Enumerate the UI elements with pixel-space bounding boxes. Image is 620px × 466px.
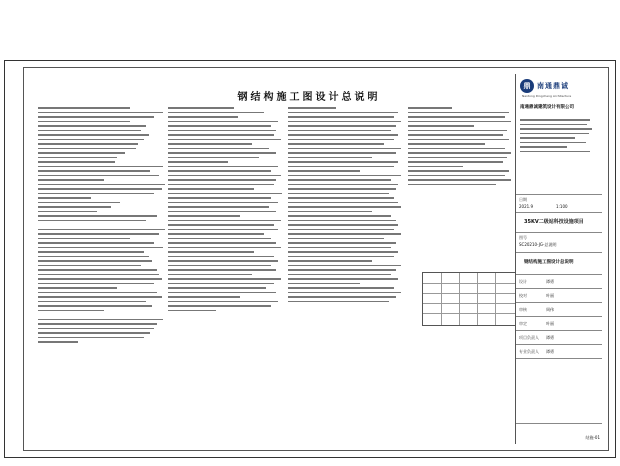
row-value: 谭勇 [546,279,554,284]
notes-column-3 [288,106,408,304]
row-value: 叶丽 [546,321,554,326]
drawing-title: 钢结构施工图设计总说明 [237,92,381,103]
row-label: 项目负责人 [519,335,539,340]
notes-column-4 [408,106,518,187]
drawing-frame [23,67,609,451]
certificate-notes [520,118,598,154]
row-value: 谭勇 [546,349,554,354]
drawing-no-value: SC20210-JG-总说明 [519,242,557,247]
scale-value: 1:100 [556,204,568,209]
row-value: 叶丽 [546,293,554,298]
company-logo [520,78,598,94]
title-block [515,74,602,444]
project-name: 35KV二级站科技设施项目 [524,219,584,225]
row-label: 审核 [519,307,527,312]
logo-icon: 鼎 [520,79,534,93]
row-label: 审定 [519,321,527,326]
company-name: 南通鼎诚建筑设计有限公司 [520,105,574,110]
row-value: 周伟 [546,307,554,312]
notes-column-2 [168,106,288,313]
drawing-sheet [4,60,616,458]
logo-text: 南通鼎诚 [537,82,569,90]
logo-subtitle: Nantong Dingcheng Architecture [522,94,572,98]
sheet-number: 结施-01 [585,435,600,440]
row-label: 校对 [519,293,527,298]
drawing-no-label: 图号 [519,235,527,240]
row-label: 设计 [519,279,527,284]
date-value: 2021.9 [519,204,533,209]
section-table [422,272,516,326]
row-value: 谭勇 [546,335,554,340]
drawing-name: 钢结构施工图设计总说明 [524,260,574,265]
date-label: 日期 [519,197,527,202]
row-label: 专业负责人 [519,349,539,354]
notes-column-1 [38,106,170,345]
